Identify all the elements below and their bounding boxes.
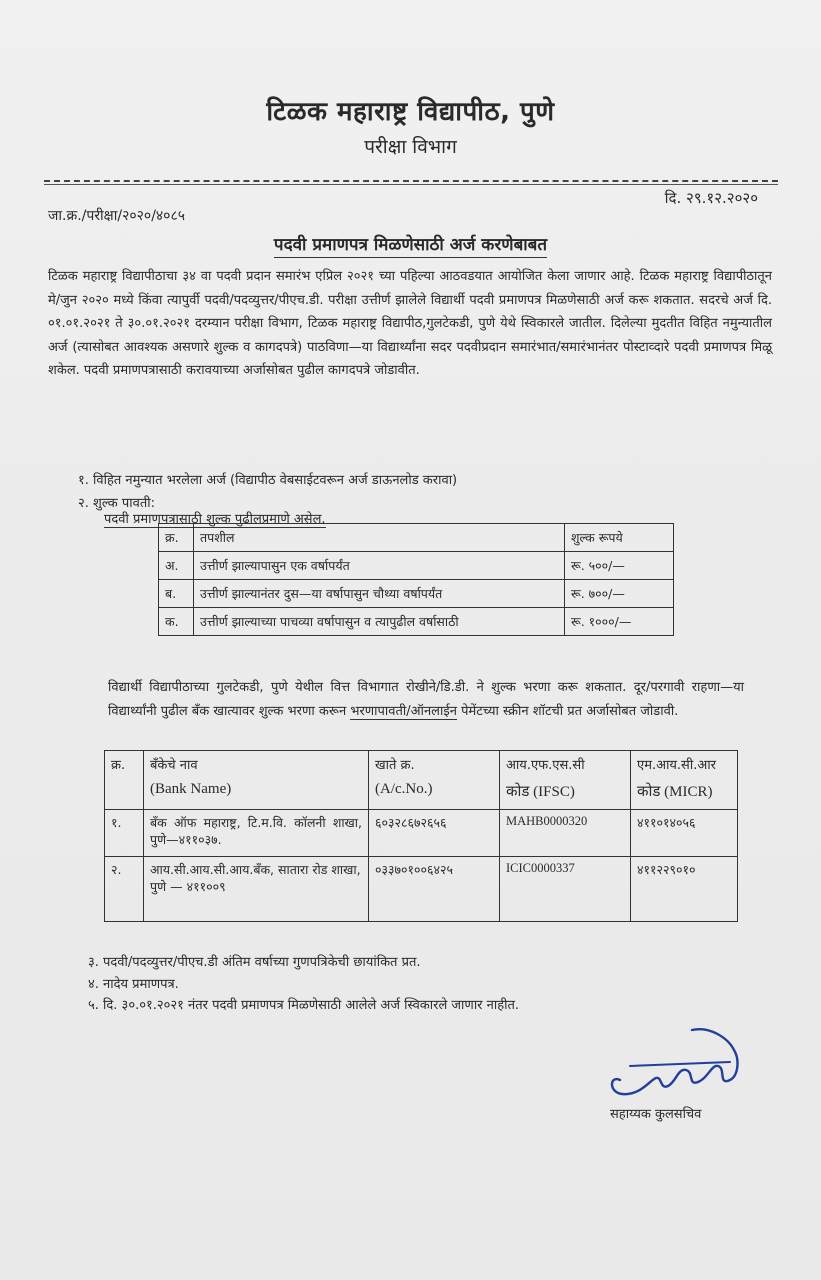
fee-header-amount: शुल्क रूपये	[565, 524, 674, 552]
header-divider	[44, 180, 778, 182]
bank-name: आय.सी.आय.सी.आय.बँक, सातारा रोड शाखा, पुणे — ४११००९	[144, 857, 369, 922]
table-row	[105, 810, 738, 857]
department-name: परीक्षा विभाग	[364, 136, 457, 158]
fee-amount: रू. ७००/—	[565, 580, 674, 608]
bank-header-account	[369, 751, 500, 810]
fee-amount: रू. ५००/—	[565, 552, 674, 580]
fee-sr: अ.	[159, 552, 194, 580]
intro-paragraph: टिळक महाराष्ट्र विद्यापीठाचा ३४ वा पदवी प्रदान समारंभ एप्रिल २०२१ च्या पहिल्या आठवडयात आयोजित केला जाणार आहे. टिळक महाराष्ट्र विद्यापीठातून मे/जुन २०२० मध्ये किंवा त्यापुर्वी पदवी/पदव्युत्तर/पीएच.डी. परीक्षा उत्तीर्ण झालेले विद्यार्थी पदवी प्रमाणपत्र मिळणेसाठी अर्ज करू शकतात. सदरचे अर्ज दि. ०१.०१.२०२१ ते ३०.०१.२०२१ दरम्यान परीक्षा विभाग, टिळक महाराष्ट्र विद्यापीठ,गुलटेकडी, पुणे येथे स्विकारले जातील. दिलेल्या मुदतीत विहित नमुन्यातील अर्ज (त्यासोबत आवश्यक असणारे शुल्क व कागदपत्रे) पाठविणा—या विद्यार्थ्यांना सदर पदवीप्रदान समारंभात/समारंभानंतर पोस्टाव्दारे पदवी प्रमाणपत्र मिळू शकेल. पदवी प्रमाणपत्रासाठी करावयाच्या अर्जासोबत पुढील कागदपत्रे जोडावीत.	[48, 269, 772, 378]
bank-header-name	[144, 751, 369, 810]
bank-header-ifsc	[500, 751, 631, 810]
payment-text-1: विद्यार्थी विद्यापीठाच्या गुलटेकडी, पुणे येथील वित्त विभागात रोखीने/डि.डी. ने शुल्क भरणा करू शकतात. दूर/परगावी राहणा—या विद्यार्थ्यांनी पुढील बँक खात्यावर शुल्क भरणा करून	[108, 680, 744, 719]
bank-header-account-mr: खाते क्र.	[375, 758, 415, 773]
fee-detail: उत्तीर्ण झाल्यानंतर दुस—या वर्षापासुन चौथ्या वर्षापर्यंत	[194, 580, 565, 608]
document-item-1: १. विहित नमुन्यात भरलेला अर्ज (विद्यापीठ वेबसाईटवरून अर्ज डाऊनलोड करावा)	[78, 473, 458, 488]
document-item-5: ५. दि. ३०.०१.२०२१ नंतर पदवी प्रमाणपत्र मिळणेसाठी आलेले अर्ज स्विकारले जाणार नाहीत.	[88, 998, 520, 1013]
issue-date: दि. २९.१२.२०२०	[664, 189, 758, 207]
table-row	[159, 608, 674, 636]
table-row	[159, 580, 674, 608]
payment-paragraph	[108, 676, 744, 724]
fee-sr: ब.	[159, 580, 194, 608]
bank-account: ६०३२८६७२६५६	[369, 810, 500, 857]
bank-name: बँक ऑफ महाराष्ट्र, टि.म.वि. कॉलनी शाखा, पुणे—४११०३७.	[144, 810, 369, 857]
university-title: टिळक महाराष्ट्र विद्यापीठ, पुणे	[266, 97, 555, 127]
bank-table	[104, 750, 738, 922]
header-divider-line	[44, 184, 778, 185]
document-item-2: २. शुल्क पावती:	[78, 496, 155, 511]
fee-note-text: पदवी प्रमाणपत्रासाठी शुल्क पुढीलप्रमाणे असेल.	[104, 512, 326, 527]
fee-sr: क.	[159, 608, 194, 636]
bank-header-name-en: (Bank Name)	[150, 781, 232, 797]
subject-text: पदवी प्रमाणपत्र मिळणेसाठी अर्ज करणेबाबत	[274, 235, 547, 258]
bank-micr: ४११२२९०१०	[631, 857, 738, 922]
bank-sr: १.	[105, 810, 144, 857]
bank-header-ifsc-mr: आय.एफ.एस.सी	[506, 758, 585, 773]
bank-header-ifsc-en: कोड (IFSC)	[506, 784, 575, 800]
signature-mark	[600, 1020, 750, 1100]
bank-table-header	[105, 751, 738, 810]
fee-table	[158, 523, 674, 636]
document-item-3: ३. पदवी/पदव्युत्तर/पीएच.डी अंतिम वर्षाच्या गुणपत्रिकेची छायांकित प्रत.	[88, 955, 421, 970]
bank-header-account-en: (A/c.No.)	[375, 781, 433, 797]
bank-ifsc: ICIC0000337	[500, 857, 631, 922]
bank-micr: ४११०१४०५६	[631, 810, 738, 857]
fee-detail: उत्तीर्ण झाल्यापासुन एक वर्षापर्यंत	[194, 552, 565, 580]
bank-header-micr-en: कोड (MICR)	[637, 784, 713, 800]
document-item-4: ४. नादेय प्रमाणपत्र.	[88, 977, 179, 992]
bank-header-name-mr: बँकेचे नाव	[150, 758, 198, 773]
bank-header-sr: क्र.	[105, 751, 144, 810]
payment-text-2: पेमेंटच्या स्क्रीन शॉटची प्रत अर्जासोबत जोडावी.	[456, 704, 679, 719]
reference-number: जा.क्र./परीक्षा/२०२०/४०८५	[48, 208, 186, 224]
table-row	[159, 552, 674, 580]
fee-table-header	[159, 524, 674, 552]
bank-ifsc: MAHB0000320	[500, 810, 631, 857]
fee-header-sr: क्र.	[159, 524, 194, 552]
bank-account: ०३३७०१००६४२५	[369, 857, 500, 922]
fee-amount: रू. १०००/—	[565, 608, 674, 636]
fee-detail: उत्तीर्ण झाल्याच्या पाचव्या वर्षापासुन व त्यापुढील वर्षासाठी	[194, 608, 565, 636]
bank-sr: २.	[105, 857, 144, 922]
bank-header-micr	[631, 751, 738, 810]
table-row	[105, 857, 738, 922]
payment-underlined: भरणापावती/ऑनलाईन	[350, 704, 457, 719]
signatory-designation: सहाय्यक कुलसचिव	[610, 1107, 702, 1122]
bank-header-micr-mr: एम.आय.सी.आर	[637, 758, 716, 773]
subject-heading	[0, 232, 821, 255]
fee-header-detail: तपशील	[194, 524, 565, 552]
